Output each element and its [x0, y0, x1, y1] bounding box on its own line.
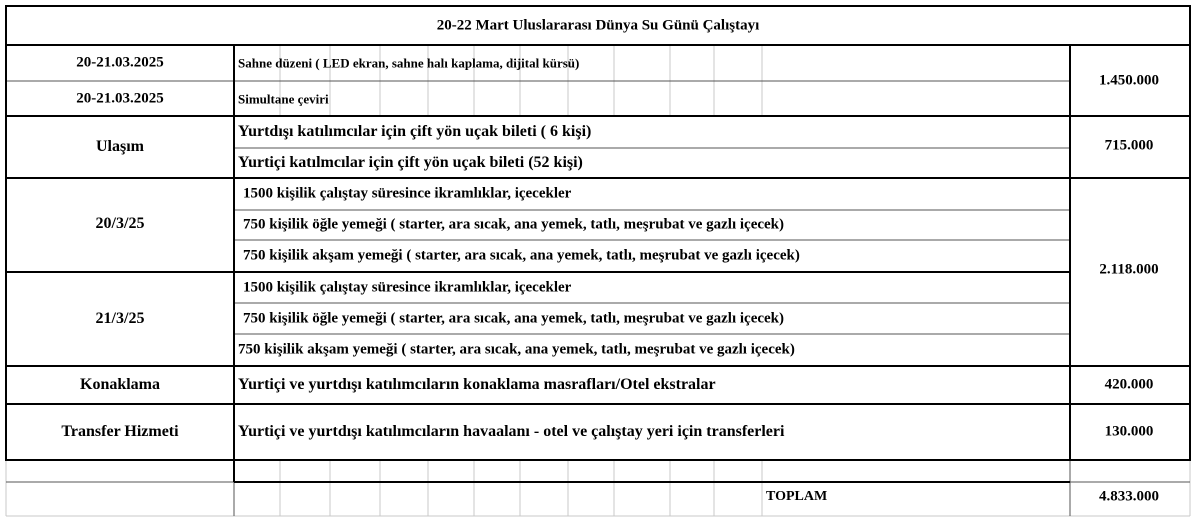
- row-date: 20-21.03.2025: [76, 90, 164, 107]
- transfer-label: Transfer Hizmeti: [61, 423, 179, 440]
- transport-label: Ulaşım: [96, 138, 144, 155]
- total-amount: 4.833.000: [1099, 488, 1159, 505]
- row-description: Simultane çeviri: [238, 91, 329, 107]
- catering-item: 750 kişilik öğle yemeği ( starter, ara sıcak, ana yemek, tatlı, meşrubat ve gazlı içecek): [243, 310, 785, 327]
- row-date: 20-21.03.2025: [76, 54, 164, 71]
- accommodation-description: Yurtiçi ve yurtdışı katılımcıların konaklama masrafları/Otel ekstralar: [238, 376, 716, 393]
- catering-item: 1500 kişilik çalıştay süresince ikramlıklar, içecekler: [243, 185, 572, 202]
- catering-item: 750 kişilik akşam yemeği ( starter, ara sıcak, ana yemek, tatlı, meşrubat ve gazlı içecek): [238, 341, 795, 358]
- amount-cell: 715.000: [1104, 137, 1154, 154]
- catering-date: 20/3/25: [95, 215, 145, 232]
- amount-cell: 420.000: [1104, 376, 1154, 393]
- transport-item: Yurtdışı katılımcılar için çift yön uçak bileti ( 6 kişi): [238, 123, 592, 140]
- catering-item: 1500 kişilik çalıştay süresince ikramlıklar, içecekler: [243, 279, 572, 296]
- catering-item: 750 kişilik öğle yemeği ( starter, ara sıcak, ana yemek, tatlı, meşrubat ve gazlı içecek): [243, 216, 785, 233]
- transport-item: Yurtiçi katılmcılar için çift yön uçak bileti (52 kişi): [238, 154, 583, 171]
- amount-cell: 130.000: [1104, 423, 1154, 440]
- catering-item: 750 kişilik akşam yemeği ( starter, ara sıcak, ana yemek, tatlı, meşrubat ve gazlı içecek): [243, 247, 800, 264]
- amount-cell: 2.118.000: [1099, 261, 1159, 278]
- inner-lines: [6, 81, 1190, 516]
- catering-date: 21/3/25: [95, 310, 145, 327]
- row-description: Sahne düzeni ( LED ekran, sahne halı kaplama, dijital kürsü): [238, 55, 580, 71]
- transfer-description: Yurtiçi ve yurtdışı katılımcıların havaalanı - otel ve çalıştay yeri için transferleri: [238, 423, 785, 440]
- total-label: TOPLAM: [766, 489, 828, 504]
- accommodation-label: Konaklama: [79, 376, 161, 393]
- page-title: 20-22 Mart Uluslararası Dünya Su Günü Çalıştayı: [436, 17, 760, 34]
- amount-cell: 1.450.000: [1099, 72, 1159, 89]
- bold-borders: [6, 6, 1190, 482]
